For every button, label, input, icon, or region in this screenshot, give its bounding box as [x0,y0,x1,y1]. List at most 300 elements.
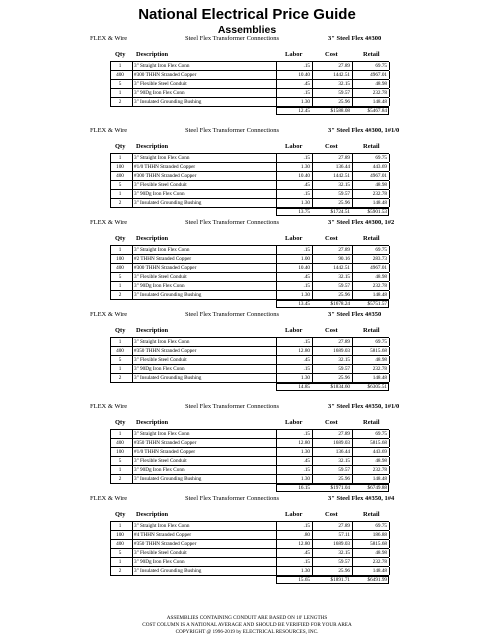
column-divider [110,448,111,456]
row-qty: 5 [118,458,122,464]
section-name: Steel Flex Transformer Connections [185,403,280,410]
column-divider [276,356,277,364]
row-qty: 5 [118,274,122,280]
column-divider [110,98,111,106]
row-labor: 1.30 [300,99,310,105]
column-divider [276,98,277,106]
section-total-row [110,576,389,584]
row-labor: .45 [303,182,310,188]
row-description: 3" 90Dg Iron Flex Conn [134,283,185,289]
row-retail: 69.75 [375,523,387,529]
column-header-cost: Cost [325,511,338,518]
line-items-table [110,521,389,584]
row-labor: 12.80 [298,440,310,446]
column-divider [352,540,353,548]
column-divider [352,154,353,162]
column-divider [276,567,277,575]
row-description: 3" Flexible Steel Conduit [134,274,187,280]
row-labor: .45 [303,81,310,87]
column-divider [110,540,111,548]
column-divider [389,466,390,474]
row-labor: 10.40 [298,265,310,271]
footer-line-lengths: ASSEMBLIES CONTAINING CONDUIT ARE BASED ON 10' LENGTHS [166,615,328,621]
column-divider [352,190,353,198]
total-retail: $6749.88 [367,485,387,491]
column-divider [276,549,277,557]
column-header-labor: Labor [285,235,303,242]
row-qty: 2 [118,375,122,381]
table-row [110,466,389,475]
column-divider [110,291,111,299]
row-cost: 27.89 [338,247,350,253]
row-qty: 100 [116,449,124,455]
column-divider [389,80,390,88]
row-description: 3" Insulated Grounding Bushing [134,292,202,298]
row-qty: 100 [116,256,124,262]
row-description: 3" Straight Iron Flex Conn [134,63,190,69]
column-divider [132,291,133,299]
row-cost: 25.96 [338,292,350,298]
page-title: National Electrical Price Guide [138,6,356,23]
table-row [110,255,389,264]
column-divider [312,457,313,465]
row-cost: 27.89 [338,523,350,529]
row-cost: 59.57 [338,559,350,565]
column-divider [110,356,111,364]
assembly-section [0,127,494,219]
row-qty: 1 [118,283,122,289]
row-cost: 1689.03 [333,541,350,547]
column-divider [276,255,277,263]
row-cost: 59.57 [338,191,350,197]
column-header-cost: Cost [325,51,338,58]
total-labor: 13.75 [298,209,310,215]
row-labor: .45 [303,458,310,464]
column-divider [312,172,313,180]
column-divider [389,199,390,207]
row-retail: 48.98 [375,81,387,87]
column-divider [110,273,111,281]
column-divider [110,199,111,207]
column-header-description: Description [136,235,169,242]
row-labor: .45 [303,357,310,363]
row-labor: 12.80 [298,541,310,547]
column-header-qty: Qty [115,419,126,426]
column-divider [389,558,390,566]
column-header-description: Description [136,143,169,150]
column-divider [352,80,353,88]
row-cost: 27.89 [338,431,350,437]
row-cost: 90.16 [338,256,350,262]
total-labor: 15.65 [298,577,310,583]
column-divider [352,567,353,575]
table-row [110,374,389,383]
row-cost: 32.15 [338,458,350,464]
column-divider [389,291,390,299]
column-divider [276,291,277,299]
row-description: #300 THHN Stranded Copper [134,72,197,78]
row-retail: 232.78 [372,283,387,289]
column-divider [110,347,111,355]
row-retail: 148.48 [372,568,387,574]
column-divider [110,549,111,557]
row-cost: 59.57 [338,283,350,289]
column-divider [276,540,277,548]
column-headers [0,51,494,60]
column-divider [312,163,313,171]
row-qty: 400 [116,173,124,179]
table-row [110,430,389,439]
row-cost: 136.44 [335,449,350,455]
assembly-section [0,35,494,127]
section-name: Steel Flex Transformer Connections [185,495,280,502]
row-retail: 232.78 [372,191,387,197]
row-cost: 27.89 [338,339,350,345]
row-description: #300 THHN Stranded Copper [134,265,197,271]
row-retail: 4967.01 [370,72,387,78]
column-divider [389,89,390,97]
table-row [110,567,389,576]
column-divider [352,549,353,557]
column-divider [132,80,133,88]
column-divider [312,448,313,456]
column-divider [132,273,133,281]
row-labor: .15 [303,191,310,197]
column-header-labor: Labor [285,143,303,150]
total-labor: 14.85 [298,384,310,390]
column-divider [312,549,313,557]
table-row [110,365,389,374]
row-qty: 1 [118,63,122,69]
row-cost: 57.11 [338,532,350,538]
row-description: 3" Insulated Grounding Bushing [134,99,202,105]
table-row [110,71,389,80]
table-row [110,163,389,172]
column-divider [352,466,353,474]
column-divider [110,531,111,539]
row-description: 3" 90Dg Iron Flex Conn [134,191,185,197]
row-labor: 10.40 [298,173,310,179]
row-retail: 69.75 [375,155,387,161]
table-row [110,199,389,208]
row-labor: 12.80 [298,348,310,354]
column-header-cost: Cost [325,235,338,242]
row-cost: 25.96 [338,375,350,381]
section-total-row [110,383,389,391]
row-cost: 25.96 [338,200,350,206]
table-row [110,273,389,282]
table-row [110,62,389,71]
table-row [110,98,389,107]
row-cost: 25.96 [338,568,350,574]
row-description: 3" Insulated Grounding Bushing [134,476,202,482]
row-labor: .15 [303,247,310,253]
row-qty: 5 [118,182,122,188]
column-divider [276,466,277,474]
column-headers [0,327,494,336]
row-qty: 1 [118,366,122,372]
section-category: FLEX & Wire [90,35,128,42]
column-divider [276,558,277,566]
section-total-row [110,208,389,216]
row-cost: 32.15 [338,182,350,188]
row-description: 3" Insulated Grounding Bushing [134,375,202,381]
total-cost: $1891.71 [330,577,350,583]
row-qty: 1 [118,339,122,345]
row-retail: 69.75 [375,431,387,437]
column-divider [312,466,313,474]
column-divider [276,522,277,530]
column-header-cost: Cost [325,143,338,150]
row-retail: 48.98 [375,357,387,363]
column-divider [110,62,111,70]
column-divider [276,374,277,382]
column-divider [312,62,313,70]
column-header-qty: Qty [115,511,126,518]
row-cost: 25.96 [338,476,350,482]
column-divider [312,246,313,254]
column-divider [110,430,111,438]
row-labor: 1.00 [300,256,310,262]
section-category: FLEX & Wire [90,495,128,502]
row-cost: 27.89 [338,63,350,69]
row-description: 3" Straight Iron Flex Conn [134,155,190,161]
column-divider [132,199,133,207]
assembly-section [0,403,494,495]
column-divider [352,356,353,364]
row-qty: 2 [118,99,122,105]
column-divider [110,374,111,382]
row-description: 3" Flexible Steel Conduit [134,182,187,188]
column-divider [389,365,390,373]
line-items-table [110,245,389,308]
row-retail: 443.69 [372,164,387,170]
row-qty: 1 [118,523,122,529]
section-category: FLEX & Wire [90,127,128,134]
row-cost: 25.96 [338,99,350,105]
section-item-title: 3" Steel Flex 4#300, 1#2 [328,219,395,226]
section-total-row [110,107,389,115]
row-retail: 48.98 [375,550,387,556]
column-divider [110,172,111,180]
row-cost: 1442.51 [333,72,350,78]
column-divider [276,347,277,355]
row-cost: 1442.51 [333,173,350,179]
column-divider [276,531,277,539]
row-qty: 1 [118,247,122,253]
total-retail: $5467.84 [367,108,387,114]
line-items-table [110,153,389,216]
row-description: 3" Insulated Grounding Bushing [134,200,202,206]
line-items-table [110,429,389,492]
column-divider [389,282,390,290]
section-category: FLEX & Wire [90,219,128,226]
row-labor: 10.40 [298,72,310,78]
table-row [110,531,389,540]
column-header-description: Description [136,51,169,58]
column-divider [312,199,313,207]
column-divider [276,71,277,79]
column-divider [389,540,390,548]
column-divider [352,98,353,106]
row-labor: .15 [303,366,310,372]
section-name: Steel Flex Transformer Connections [185,35,280,42]
column-header-description: Description [136,419,169,426]
column-divider [352,264,353,272]
column-divider [389,338,390,346]
table-row [110,475,389,484]
column-divider [276,338,277,346]
column-divider [276,181,277,189]
column-divider [132,246,133,254]
section-header [0,127,494,137]
column-divider [276,282,277,290]
column-divider [389,567,390,575]
row-retail: 69.75 [375,63,387,69]
column-divider [352,282,353,290]
row-labor: 1.30 [300,375,310,381]
table-row [110,264,389,273]
row-labor: .15 [303,155,310,161]
column-divider [110,466,111,474]
section-category: FLEX & Wire [90,311,128,318]
row-qty: 100 [116,164,124,170]
row-qty: 400 [116,265,124,271]
row-retail: 69.75 [375,339,387,345]
column-header-labor: Labor [285,511,303,518]
column-header-retail: Retail [363,327,380,334]
row-cost: 32.15 [338,274,350,280]
column-divider [276,430,277,438]
column-header-retail: Retail [363,511,380,518]
row-description: #350 THHN Stranded Copper [134,541,197,547]
section-name: Steel Flex Transformer Connections [185,219,280,226]
column-divider [389,374,390,382]
column-divider [352,291,353,299]
table-row [110,522,389,531]
footer-line-copyright: COPYRIGHT @ 1996-2019 by ELECTRICAL RESOURCES, INC. [175,629,319,635]
line-items-table [110,337,389,391]
table-row [110,154,389,163]
column-divider [110,190,111,198]
column-divider [132,522,133,530]
row-retail: 232.78 [372,559,387,565]
table-row [110,549,389,558]
column-divider [110,163,111,171]
column-divider [132,181,133,189]
column-divider [132,62,133,70]
row-qty: 2 [118,292,122,298]
column-divider [389,356,390,364]
column-divider [352,71,353,79]
row-description: 3" 90Dg Iron Flex Conn [134,366,185,372]
column-divider [352,163,353,171]
column-divider [352,246,353,254]
column-divider [312,255,313,263]
row-retail: 5815.68 [370,348,387,354]
row-qty: 5 [118,550,122,556]
row-cost: 32.15 [338,357,350,363]
column-divider [312,181,313,189]
column-divider [132,172,133,180]
row-description: #4 THHN Stranded Copper [134,532,192,538]
row-description: 3" Insulated Grounding Bushing [134,568,202,574]
column-divider [132,98,133,106]
column-divider [389,98,390,106]
column-divider [389,273,390,281]
row-qty: 5 [118,81,122,87]
column-divider [312,282,313,290]
column-divider [389,439,390,447]
column-divider [132,558,133,566]
row-qty: 400 [116,72,124,78]
row-labor: 1.30 [300,568,310,574]
column-divider [132,430,133,438]
column-divider [276,199,277,207]
section-header [0,311,494,321]
row-retail: 5815.68 [370,541,387,547]
column-divider [352,255,353,263]
column-divider [389,181,390,189]
column-divider [110,246,111,254]
column-divider [312,347,313,355]
table-row [110,190,389,199]
column-divider [132,448,133,456]
column-header-qty: Qty [115,235,126,242]
table-row [110,172,389,181]
section-item-title: 3" Steel Flex 4#300 [328,35,382,42]
row-qty: 2 [118,476,122,482]
column-divider [132,439,133,447]
row-qty: 1 [118,431,122,437]
column-divider [110,338,111,346]
column-divider [110,558,111,566]
row-retail: 4967.01 [370,173,387,179]
row-qty: 400 [116,440,124,446]
column-divider [132,356,133,364]
column-divider [389,163,390,171]
column-divider [276,273,277,281]
column-divider [110,567,111,575]
row-cost: 32.15 [338,550,350,556]
column-divider [110,89,111,97]
column-header-qty: Qty [115,327,126,334]
column-header-qty: Qty [115,143,126,150]
column-divider [312,190,313,198]
row-labor: 1.30 [300,476,310,482]
row-labor: 1.30 [300,164,310,170]
row-labor: .80 [303,532,310,538]
column-divider [352,62,353,70]
row-cost: 27.89 [338,155,350,161]
column-divider [132,567,133,575]
column-header-labor: Labor [285,419,303,426]
column-divider [312,273,313,281]
column-divider [132,365,133,373]
column-divider [352,522,353,530]
row-cost: 1689.03 [333,440,350,446]
row-retail: 48.98 [375,182,387,188]
section-item-title: 3" Steel Flex 4#350, 1#4 [328,495,395,502]
column-divider [352,374,353,382]
column-divider [389,457,390,465]
column-divider [312,80,313,88]
row-qty: 400 [116,348,124,354]
column-divider [312,531,313,539]
total-retail: $6305.51 [367,384,387,390]
row-retail: 48.98 [375,274,387,280]
row-cost: 59.57 [338,90,350,96]
